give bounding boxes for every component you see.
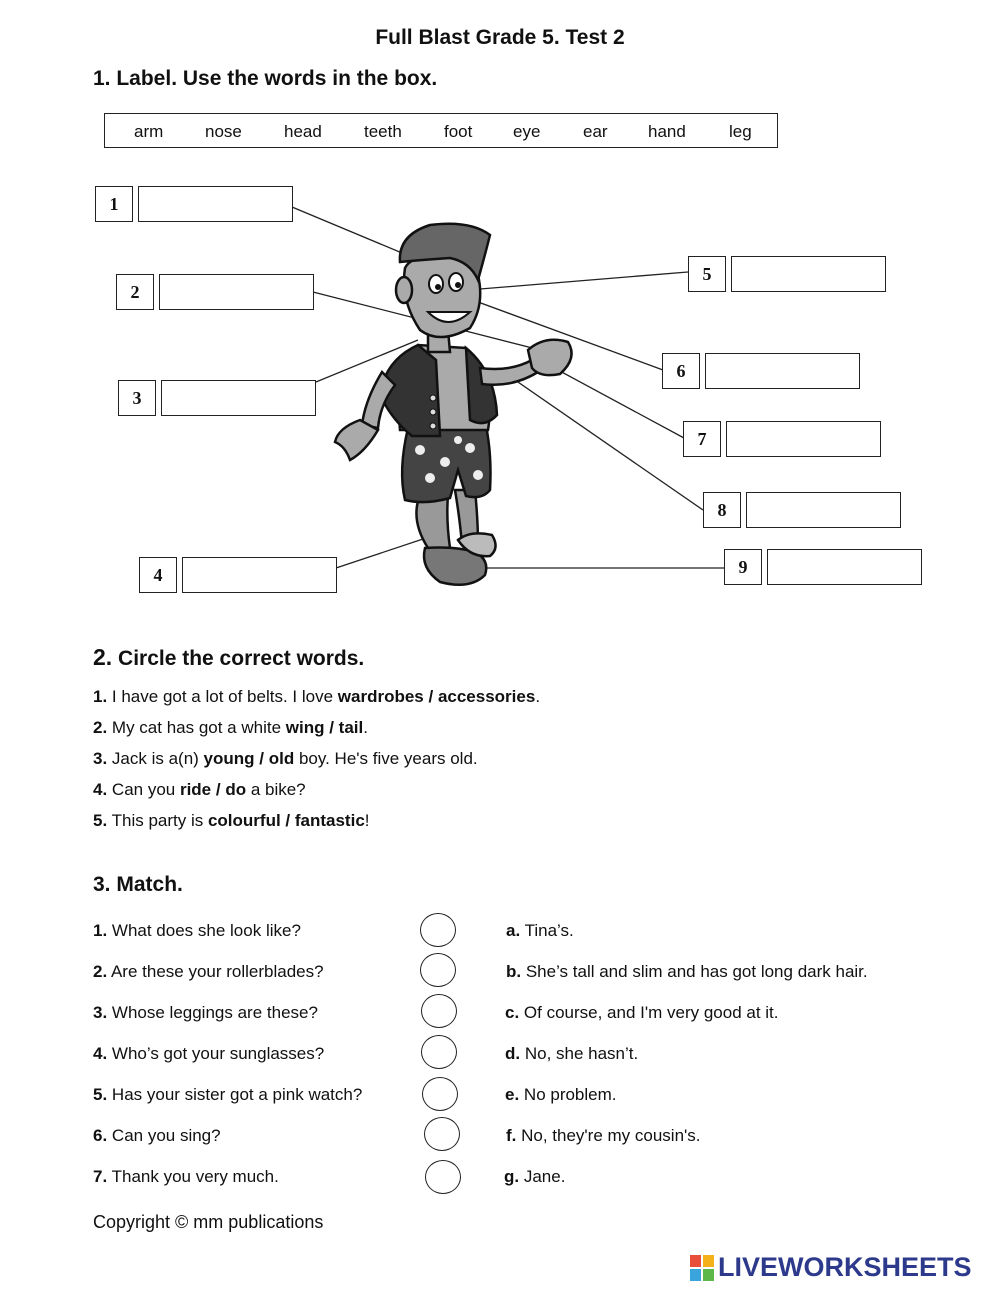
section1-heading: 1. Label. Use the words in the box. bbox=[93, 67, 438, 90]
answer-field-6[interactable] bbox=[705, 353, 860, 389]
item-text: My cat has got a white bbox=[107, 718, 286, 737]
section2-heading bbox=[93, 644, 364, 671]
question-text: Whose leggings are these? bbox=[107, 1003, 318, 1022]
word-box-item: eye bbox=[513, 122, 541, 141]
answer-text: No problem. bbox=[519, 1085, 617, 1104]
item-text: . bbox=[363, 718, 368, 737]
question-7 bbox=[93, 1167, 279, 1187]
item-text: I have got a lot of belts. I love bbox=[107, 687, 338, 706]
answer-field-1[interactable] bbox=[138, 186, 293, 222]
liveworksheets-logo-icon bbox=[690, 1255, 714, 1281]
word-box-item: arm bbox=[134, 122, 164, 141]
answer-letter: g. bbox=[504, 1167, 520, 1186]
question-text: Who’s got your sunglasses? bbox=[107, 1044, 325, 1063]
option-2[interactable]: tail bbox=[338, 718, 364, 737]
circle-item-1 bbox=[93, 687, 540, 707]
answer-letter: e. bbox=[505, 1085, 520, 1104]
question-2 bbox=[93, 962, 324, 982]
option-2[interactable]: fantastic bbox=[294, 811, 365, 830]
answer-field-8[interactable] bbox=[746, 492, 901, 528]
liveworksheets-logo bbox=[690, 1252, 972, 1283]
answer-field-3[interactable] bbox=[161, 380, 316, 416]
item-number: 1. bbox=[93, 687, 108, 706]
answer-letter: a. bbox=[506, 921, 521, 940]
answer-circle-1[interactable] bbox=[420, 913, 456, 947]
answer-field-7[interactable] bbox=[726, 421, 881, 457]
option-1[interactable]: wardrobes bbox=[337, 687, 424, 706]
circle-item-5 bbox=[93, 811, 370, 831]
option-2[interactable]: do bbox=[225, 780, 247, 799]
option-separator: / bbox=[423, 687, 438, 706]
section2-heading-number: 2. bbox=[93, 644, 113, 670]
answer-e bbox=[505, 1085, 617, 1105]
option-2[interactable]: old bbox=[268, 749, 295, 768]
copyright: Copyright © mm publications bbox=[93, 1212, 324, 1232]
option-1[interactable]: wing bbox=[285, 718, 325, 737]
label-number-6: 6 bbox=[662, 353, 700, 389]
label-number-7: 7 bbox=[683, 421, 721, 457]
question-number: 2. bbox=[93, 962, 108, 981]
question-number: 1. bbox=[93, 921, 108, 940]
answer-field-5[interactable] bbox=[731, 256, 886, 292]
question-3 bbox=[93, 1003, 318, 1023]
question-5 bbox=[93, 1085, 362, 1105]
answer-circle-5[interactable] bbox=[422, 1077, 458, 1111]
answer-circle-2[interactable] bbox=[420, 953, 456, 987]
word-box-item: hand bbox=[648, 122, 686, 141]
circle-item-2 bbox=[93, 718, 368, 738]
answer-circle-7[interactable] bbox=[425, 1160, 461, 1194]
option-1[interactable]: colourful bbox=[207, 811, 281, 830]
label-number-1: 1 bbox=[95, 186, 133, 222]
answer-a bbox=[506, 921, 574, 941]
question-number: 3. bbox=[93, 1003, 108, 1022]
question-4 bbox=[93, 1044, 324, 1064]
word-box-item: head bbox=[284, 122, 322, 141]
answer-text: Jane. bbox=[519, 1167, 566, 1186]
question-text: Thank you very much. bbox=[107, 1167, 279, 1186]
answer-text: Tina’s. bbox=[520, 921, 574, 940]
label-number-4: 4 bbox=[139, 557, 177, 593]
item-text: Can you bbox=[107, 780, 180, 799]
item-number: 4. bbox=[93, 780, 108, 799]
answer-letter: f. bbox=[506, 1126, 517, 1145]
label-number-5: 5 bbox=[688, 256, 726, 292]
answer-letter: c. bbox=[505, 1003, 520, 1022]
answer-text: She’s tall and slim and has got long dark hair. bbox=[521, 962, 868, 981]
answer-circle-4[interactable] bbox=[421, 1035, 457, 1069]
word-box-item: teeth bbox=[364, 122, 402, 141]
label-number-3: 3 bbox=[118, 380, 156, 416]
question-number: 7. bbox=[93, 1167, 108, 1186]
question-number: 4. bbox=[93, 1044, 108, 1063]
answer-text: Of course, and I'm very good at it. bbox=[519, 1003, 779, 1022]
question-number: 5. bbox=[93, 1085, 108, 1104]
answer-letter: b. bbox=[506, 962, 522, 981]
item-text: This party is bbox=[107, 811, 208, 830]
question-number: 6. bbox=[93, 1126, 108, 1145]
word-box-item: ear bbox=[583, 122, 608, 141]
section3-heading: 3. Match. bbox=[93, 873, 183, 896]
page-title: Full Blast Grade 5. Test 2 bbox=[375, 26, 625, 49]
answer-letter: d. bbox=[505, 1044, 521, 1063]
label-number-9: 9 bbox=[724, 549, 762, 585]
circle-item-3 bbox=[93, 749, 478, 769]
answer-field-9[interactable] bbox=[767, 549, 922, 585]
answer-circle-6[interactable] bbox=[424, 1117, 460, 1151]
option-separator: / bbox=[324, 718, 339, 737]
item-text: ! bbox=[364, 811, 370, 830]
answer-d bbox=[505, 1044, 638, 1064]
answer-b bbox=[506, 962, 868, 982]
answer-circle-3[interactable] bbox=[421, 994, 457, 1028]
word-box-item: nose bbox=[205, 122, 242, 141]
item-text: Jack is a(n) bbox=[107, 749, 204, 768]
item-text: a bike? bbox=[246, 780, 306, 799]
item-text: . bbox=[535, 687, 541, 706]
question-1 bbox=[93, 921, 301, 941]
option-separator: / bbox=[254, 749, 269, 768]
item-text: boy. He's five years old. bbox=[294, 749, 478, 768]
answer-g bbox=[504, 1167, 565, 1187]
answer-text: No, they're my cousin's. bbox=[516, 1126, 701, 1145]
word-box-item: leg bbox=[729, 122, 752, 141]
item-number: 2. bbox=[93, 718, 108, 737]
option-1[interactable]: ride bbox=[179, 780, 212, 799]
option-separator: / bbox=[280, 811, 295, 830]
answer-field-4[interactable] bbox=[182, 557, 337, 593]
label-number-2: 2 bbox=[116, 274, 154, 310]
question-text: Has your sister got a pink watch? bbox=[107, 1085, 363, 1104]
liveworksheets-logo-text: LIVEWORKSHEETS bbox=[718, 1252, 972, 1282]
question-text: What does she look like? bbox=[107, 921, 301, 940]
answer-c bbox=[505, 1003, 779, 1023]
option-1[interactable]: young bbox=[203, 749, 255, 768]
answer-text: No, she hasn’t. bbox=[520, 1044, 639, 1063]
section2-heading-text: Circle the correct words. bbox=[112, 647, 365, 670]
option-2[interactable]: accessories bbox=[437, 687, 536, 706]
answer-field-2[interactable] bbox=[159, 274, 314, 310]
question-text: Are these your rollerblades? bbox=[107, 962, 324, 981]
question-6 bbox=[93, 1126, 221, 1146]
answer-f bbox=[506, 1126, 701, 1146]
circle-item-4 bbox=[93, 780, 306, 800]
word-box-item: foot bbox=[444, 122, 473, 141]
item-number: 3. bbox=[93, 749, 108, 768]
option-separator: / bbox=[211, 780, 226, 799]
item-number: 5. bbox=[93, 811, 108, 830]
label-number-8: 8 bbox=[703, 492, 741, 528]
question-text: Can you sing? bbox=[107, 1126, 221, 1145]
